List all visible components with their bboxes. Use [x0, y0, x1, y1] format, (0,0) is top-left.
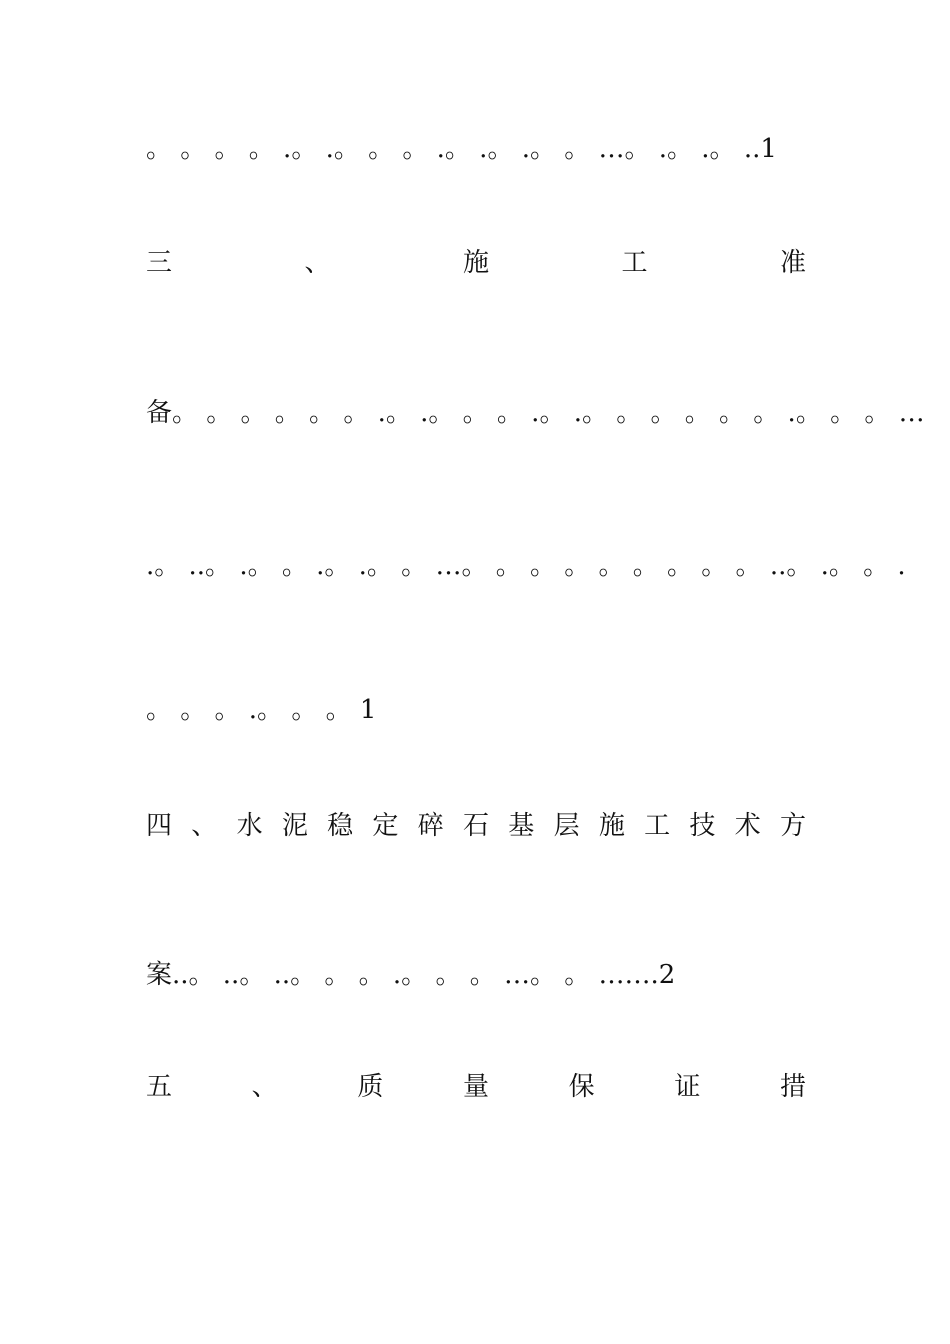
toc-line-plan-page-2: 案..。 ..。 ..。 。 。 .。 。 。 …。 。 …….2 — [146, 960, 676, 990]
toc-heading-construction-preparation: 三 、 施 工 准 — [146, 248, 806, 278]
toc-heading-quality-assurance: 五 、 质 量 保 证 措 — [146, 1072, 806, 1102]
toc-line-dots-continued: .。 ..。 .。 。 .。 .。 。 …。 。 。 。 。 。 。 。 。 ..。 .。 。 . — [146, 551, 906, 581]
toc-heading-cement-stabilized-base: 四 、 水 泥 稳 定 碎 石 基 层 施 工 技 术 方 — [146, 811, 806, 841]
toc-line-preparation-dots: 备。 。 。 。 。 。 .。 .。 。 。 .。 .。 。 。 。 。 。 .。 。 。 … — [146, 398, 925, 428]
toc-line-dots-page-1: 。 。 。 。 .。 .。 。 。 .。 .。 .。 。 …。 .。 .。 ..1 — [146, 134, 777, 164]
toc-line-dots-page-1-end: 。 。 。 .。 。 。 1 — [146, 695, 377, 725]
